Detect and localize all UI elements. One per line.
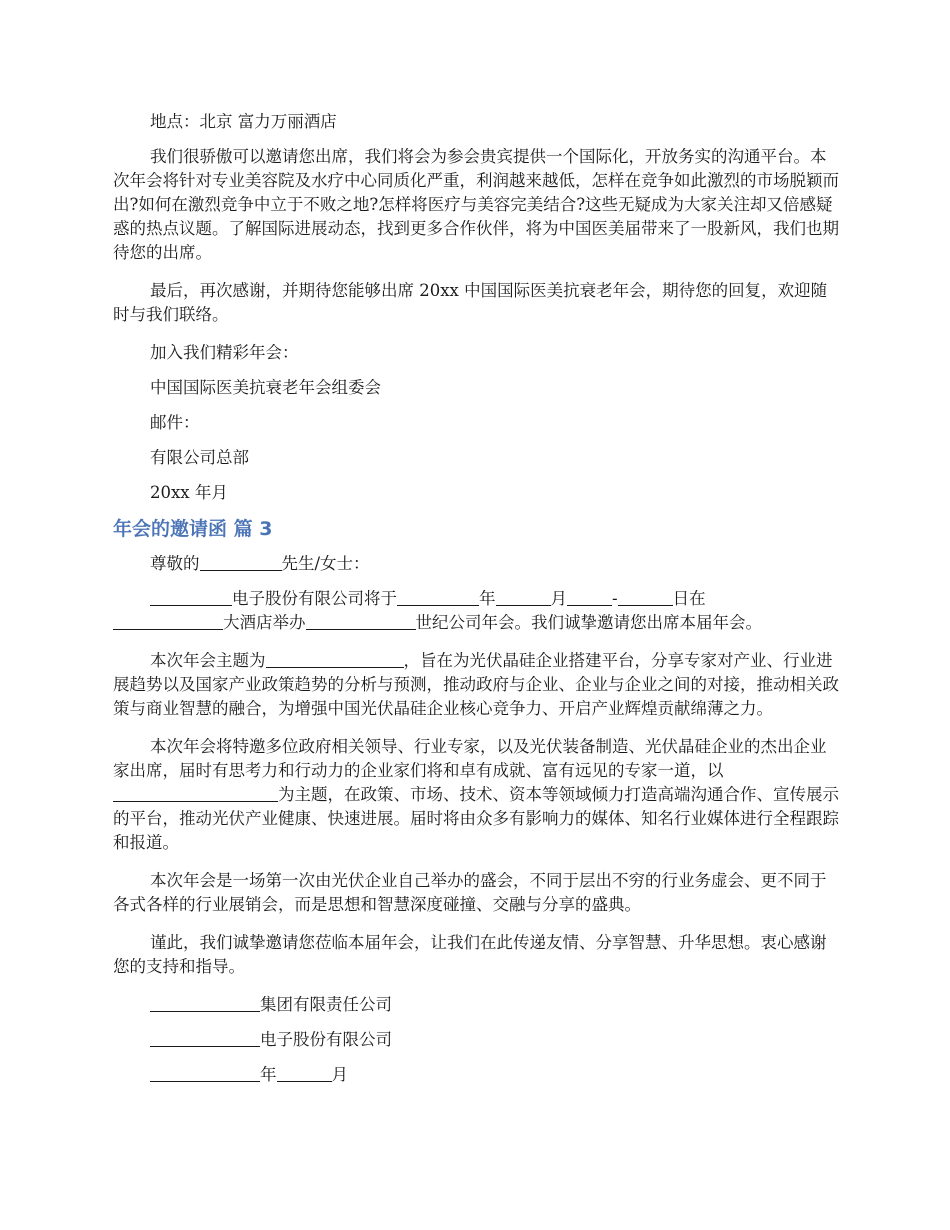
organizer-line: 中国国际医美抗衰老年会组委会 xyxy=(150,378,381,397)
invitees-body: 为主题，在政策、市场、技术、资本等领域倾力打造高端沟通合作、宣传展示的平台，推动光伏产业健康、快速进展。届时将由众多有影响力的媒体、知名行业媒体进行全程跟踪和报道。 xyxy=(113,785,839,852)
day-end-blank xyxy=(618,587,673,606)
event-year-text: 年 xyxy=(479,589,496,608)
theme-prefix: 本次年会主题为 xyxy=(150,651,266,670)
event-month-text: 月 xyxy=(550,589,567,608)
theme-blank xyxy=(266,649,404,668)
hq-line: 有限公司总部 xyxy=(150,448,249,467)
invitees-paragraph xyxy=(113,735,840,855)
sig-year-blank xyxy=(150,1063,260,1082)
thanks-paragraph: 谨此，我们诚挚邀请您莅临本届年会，让我们在此传递友情、分享智慧、升华思想。衷心感谢您的支持和指导。 xyxy=(113,933,827,976)
intro-paragraph: 我们很骄傲可以邀请您出席，我们将会为参会贵宾提供一个国际化，开放务实的沟通平台。本次年会将针对专业美容院及水疗中心同质化严重，利润越来越低，怎样在竞争如此激烈的市场脱颖而出?如何在激烈竞争中立于不败之地?怎样将医疗与美容完美结合?这些无疑成为大家关注却又倍感疑惑的热点议题。了解国际进展动态，找到更多合作伙伴，将为中国医美届带来了一股新风，我们也期待您的出席。 xyxy=(113,147,839,262)
day-start-blank xyxy=(567,587,612,606)
document-content xyxy=(113,110,840,1098)
year-blank xyxy=(397,587,479,606)
mail-line: 邮件： xyxy=(150,413,200,432)
greeting-suffix: 先生/女士： xyxy=(281,554,370,573)
theme-body: ，旨在为光伏晶硅企业搭建平台，分享专家对产业、行业进展趋势以及国家产业政策趋势的分析与预测，推动政府与企业、企业与企业之间的对接，推动相关政策与商业智慧的融合，为增强中国光伏晶硅企业核心竞争力、开启产业辉煌贡献绵薄之力。 xyxy=(113,651,839,718)
signature-year-text: 年 xyxy=(260,1065,277,1084)
month-blank xyxy=(496,587,551,606)
signature-group xyxy=(113,993,840,1017)
date-line: 20xx 年月 xyxy=(150,483,228,502)
group-name-blank xyxy=(150,993,260,1012)
closing-paragraph: 最后，再次感谢，并期待您能够出席 20xx 中国国际医美抗衰老年会，期待您的回复，欢迎随时与我们联络。 xyxy=(113,281,828,324)
signature-group-text: 集团有限责任公司 xyxy=(260,995,392,1014)
uniqueness-paragraph: 本次年会是一场第一次由光伏企业自己举办的盛会，不同于层出不穷的行业务虚会、更不同于各式各样的行业展销会，而是思想和智慧深度碰撞、交融与分享的盛典。 xyxy=(113,871,827,914)
event-day-text: 日在 xyxy=(672,589,706,608)
event-details-paragraph xyxy=(113,587,840,635)
section-heading: 年会的邀请函 篇 3 xyxy=(113,518,273,540)
theme-paragraph xyxy=(113,649,840,721)
event-dash-text: - xyxy=(612,589,618,608)
signature-electronics-text: 电子股份有限公司 xyxy=(260,1030,392,1049)
hotel-blank xyxy=(113,611,223,630)
event-hotel-text: 大酒店举办 xyxy=(223,613,306,632)
signature-month-text: 月 xyxy=(331,1065,348,1084)
greeting-line xyxy=(113,552,840,576)
greeting-prefix: 尊敬的 xyxy=(150,554,200,573)
century-blank xyxy=(306,611,416,630)
signature-electronics xyxy=(113,1028,840,1052)
company-blank xyxy=(150,587,232,606)
name-blank xyxy=(200,552,282,571)
event-invite-text: 世纪公司年会。我们诚挚邀请您出席本届年会。 xyxy=(415,613,762,632)
electronics-name-blank xyxy=(150,1028,260,1047)
topic-blank xyxy=(113,783,278,802)
event-company-text: 电子股份有限公司将于 xyxy=(232,589,397,608)
signature-date xyxy=(113,1063,840,1087)
sig-month-blank xyxy=(277,1063,332,1082)
location-line: 地点：北京 富力万丽酒店 xyxy=(150,112,337,131)
join-line: 加入我们精彩年会： xyxy=(150,343,299,362)
invitees-prefix: 本次年会将特邀多位政府相关领导、行业专家，以及光伏装备制造、光伏晶硅企业的杰出企业家出席，届时有思考力和行动力的企业家们将和卓有成就、富有远见的专家一道，以 xyxy=(113,737,827,780)
